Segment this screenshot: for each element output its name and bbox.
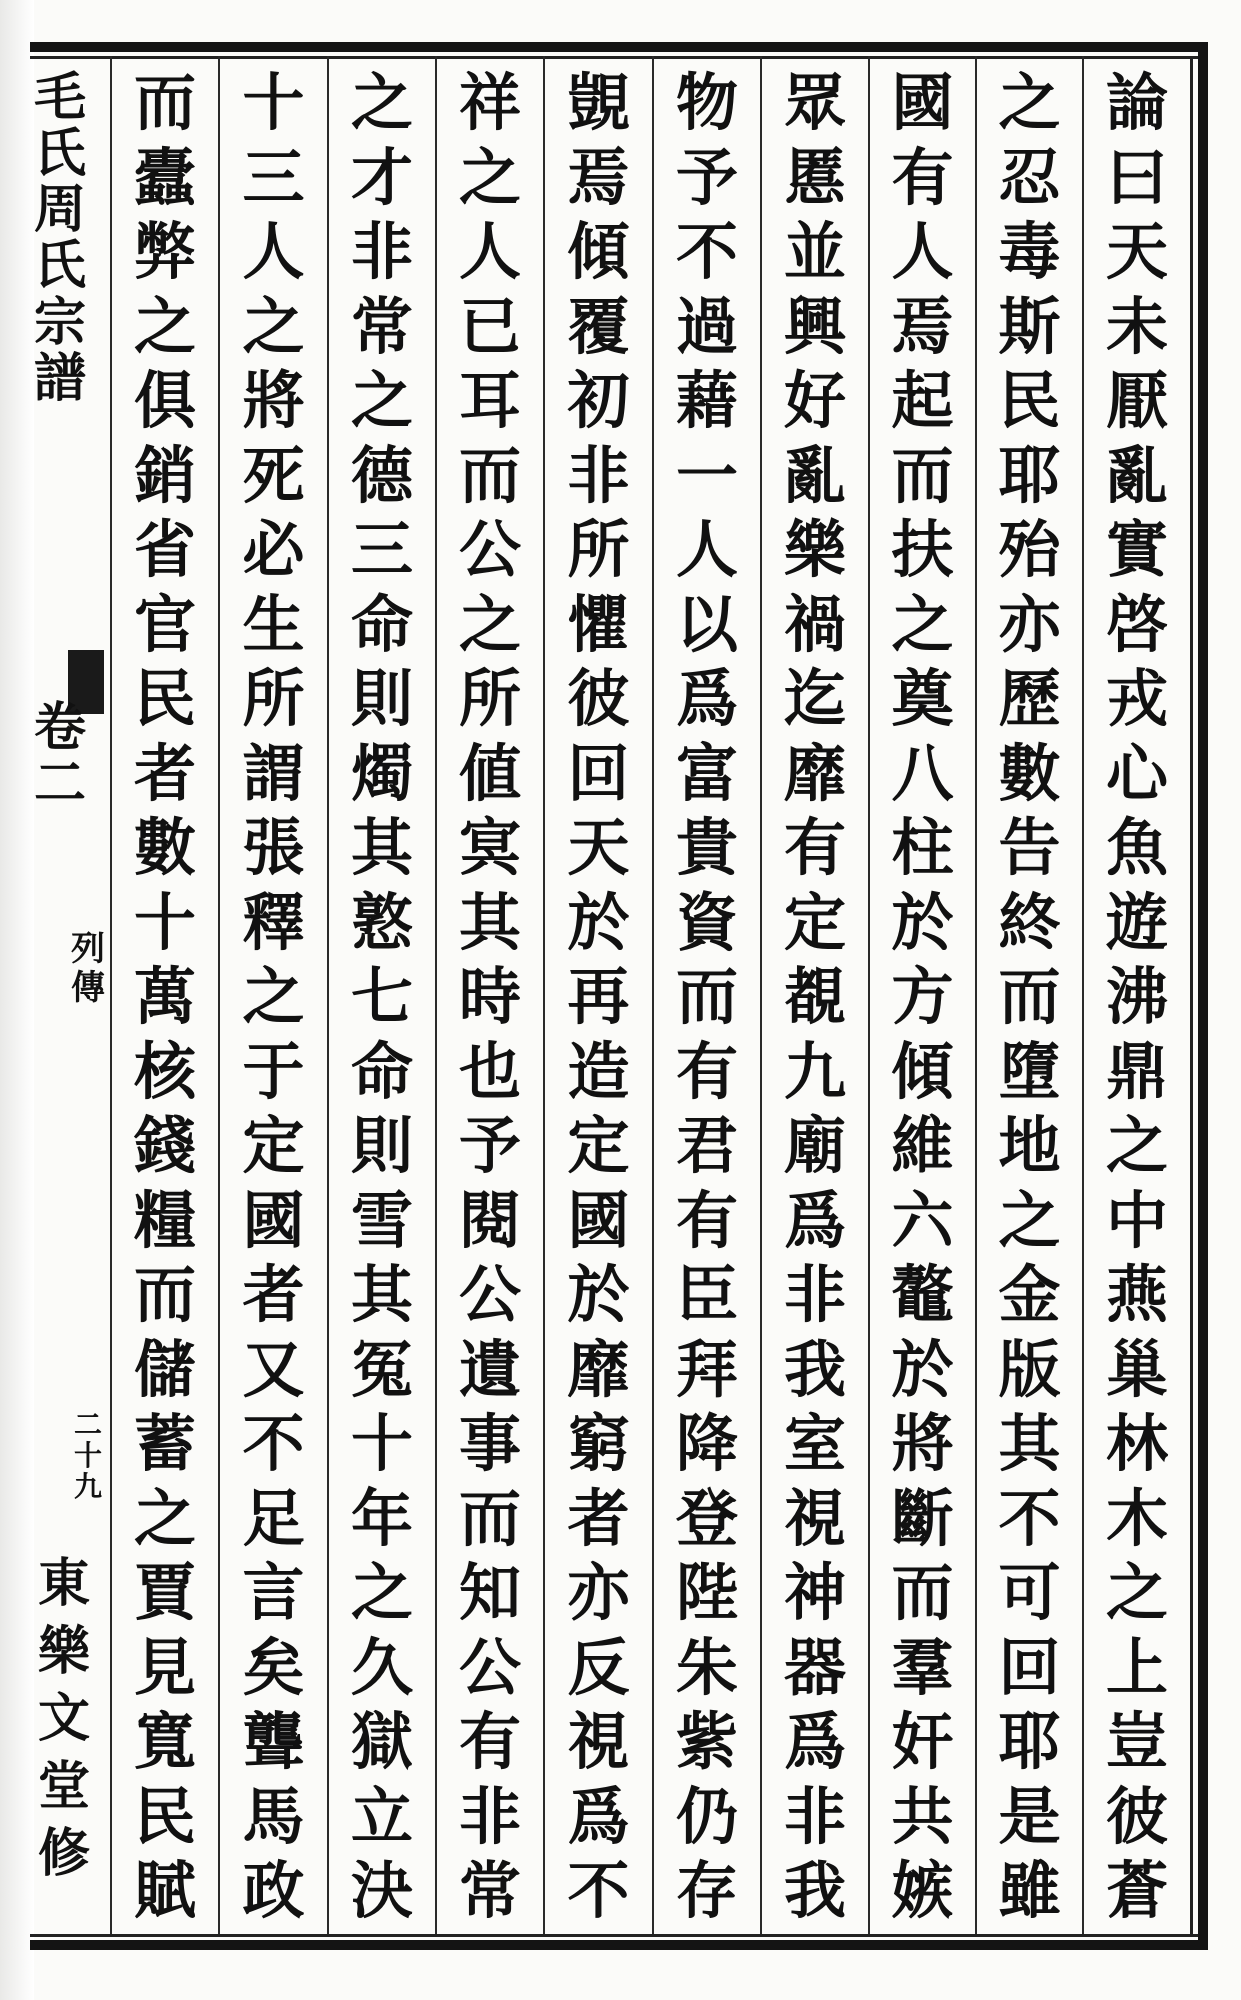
text-column: 物 予 不 過 藉 一 人 以 爲 富 貴 資 而 有 君 有 臣 拜 降 登 陛 朱 紫 仍 存 <box>675 66 738 1927</box>
column-rule <box>760 56 762 1934</box>
spine-publisher: 東 樂 文 堂 修 <box>38 1553 91 1885</box>
text-column: 論 曰 天 未 厭 亂 實 啓 戎 心 魚 遊 沸 鼎 之 中 燕 巢 林 木 之 上 豈 彼 蒼 <box>1105 66 1168 1927</box>
column-rule <box>327 56 329 1934</box>
text-column: 十 三 人 之 將 死 必 生 所 謂 張 釋 之 于 定 國 者 又 不 足 言 矣 聾 馬 政 <box>242 66 305 1927</box>
spine-volume: 卷 二 <box>34 697 87 815</box>
column-rule <box>218 56 220 1934</box>
spine-title: 毛 氏 周 氏 宗 譜 <box>34 67 87 409</box>
text-column: 覬 焉 傾 覆 初 非 所 懼 彼 回 天 於 再 造 定 國 於 靡 窮 者 亦 反 視 爲 不 <box>567 66 630 1927</box>
text-column: 祥 之 人 已 耳 而 公 之 所 値 㝠 其 時 也 予 閱 公 遺 事 而 知 公 有 非 常 <box>458 66 521 1927</box>
column-rule <box>652 56 654 1934</box>
text-column: 眾 慝 並 興 好 亂 樂 禍 迄 靡 有 定 覩 九 廟 爲 非 我 室 視 神 器 爲 非 我 <box>783 66 846 1927</box>
text-column: 而 蠹 弊 之 俱 銷 省 官 民 者 數 十 萬 核 錢 糧 而 儲 蓄 之 賈 見 寬 民 賦 <box>133 66 196 1927</box>
column-rule <box>1082 56 1084 1934</box>
text-column: 國 有 人 焉 起 而 扶 之 奠 八 柱 於 方 傾 維 六 鼇 於 將 斷 而 羣 奸 共 嫉 <box>891 66 954 1927</box>
column-rule <box>868 56 870 1934</box>
spine-section: 列 傳 <box>71 929 105 1009</box>
inner-top-rule <box>30 56 1198 59</box>
book-spine-margin <box>28 60 105 1940</box>
column-rule <box>435 56 437 1934</box>
column-rule <box>110 56 112 1934</box>
inner-bottom-rule <box>30 1934 1198 1937</box>
spine-page-number: 二 十 九 <box>73 1408 102 1503</box>
inner-right-rule <box>1190 56 1193 1934</box>
column-rule <box>543 56 545 1934</box>
text-column: 之 忍 毒 斯 民 耶 殆 亦 歷 數 告 終 而 墮 地 之 金 版 其 不 可 回 耶 是 雖 <box>998 66 1061 1927</box>
column-rule <box>975 56 977 1934</box>
text-column: 之 才 非 常 之 德 三 命 則 燭 其 憝 七 命 則 雪 其 冤 十 年 之 久 獄 立 決 <box>350 66 413 1927</box>
